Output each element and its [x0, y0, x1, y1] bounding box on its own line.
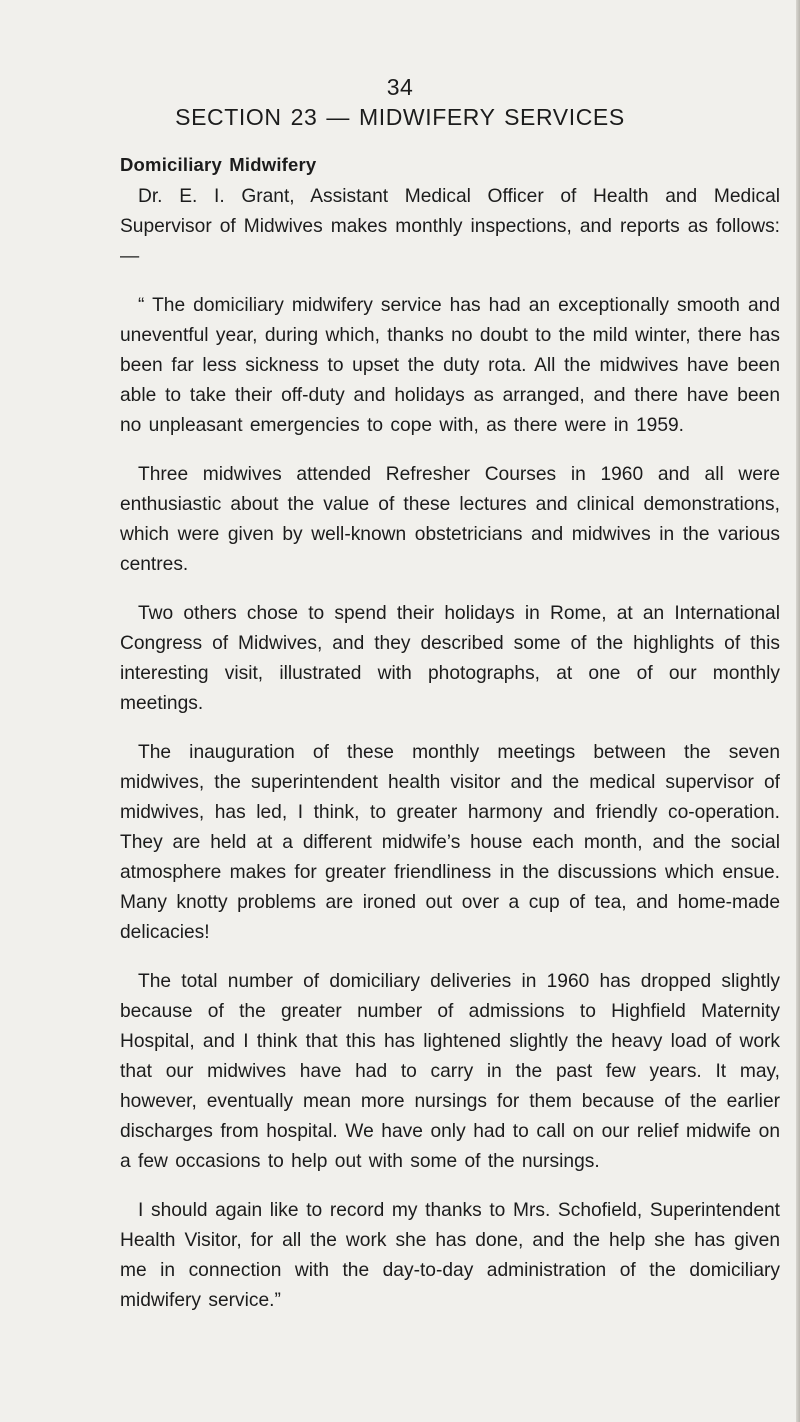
page-edge-shadow	[796, 0, 800, 1422]
paragraph-rome-congress: Two others chose to spend their holidays in Rome, at an International Congress of Midwives, and they described some of the highlights of this interesting visit, illustrated with photographs, at one of our monthly meetings.	[120, 603, 780, 714]
body-text	[120, 150, 780, 1316]
section-title: SECTION 23 — MIDWIFERY SERVICES	[175, 104, 625, 130]
subheading: Domiciliary Midwifery	[120, 154, 317, 175]
paragraph-monthly-meetings: The inauguration of these monthly meetings between the seven midwives, the superintendent health visitor and the medical supervisor of midwives, has led, I think, to greater harmony and friendly co-operation. They are held at a different midwife’s house each month, and the social atmosphere makes for greater friendliness in the discussions which ensue. Many knotty problems are ironed out over a cup of tea, and home-made delicacies!	[120, 742, 780, 943]
paragraph-service-year: “ The domiciliary midwifery service has had an exceptionally smooth and uneventful year, during which, thanks no doubt to the mild winter, there has been far less sickness to upset the duty rota. All the midwives have been able to take their off-duty and holidays as arranged, and there have been no unpleasant emergencies to cope with, as there were in 1959.	[120, 295, 780, 436]
paragraph-thanks: I should again like to record my thanks to Mrs. Schofield, Superintendent Health Visitor, for all the work she has done, and the help she has given me in connection with the day-to-day administration of the domiciliary midwifery service.”	[120, 1200, 780, 1311]
page-number: 34	[386, 74, 414, 100]
paragraph-intro: Dr. E. I. Grant, Assistant Medical Officer of Health and Medical Supervisor of Midwives makes monthly inspections, and reports as follows:—	[120, 186, 780, 267]
paragraph-deliveries: The total number of domiciliary deliveries in 1960 has dropped slightly because of the greater number of admissions to Highfield Maternity Hospital, and I think that this has lightened slightly the heavy load of work that our midwives have had to carry in the past few years. It may, however, eventually mean more nursings for them because of the earlier discharges from hospital. We have only had to call on our relief midwife on a few occasions to help out with some of the nursings.	[120, 971, 780, 1172]
paragraph-refresher-courses: Three midwives attended Refresher Courses in 1960 and all were enthusiastic about the value of these lectures and clinical demonstrations, which were given by well-known obstetricians and midwives in the various centres.	[120, 464, 780, 575]
